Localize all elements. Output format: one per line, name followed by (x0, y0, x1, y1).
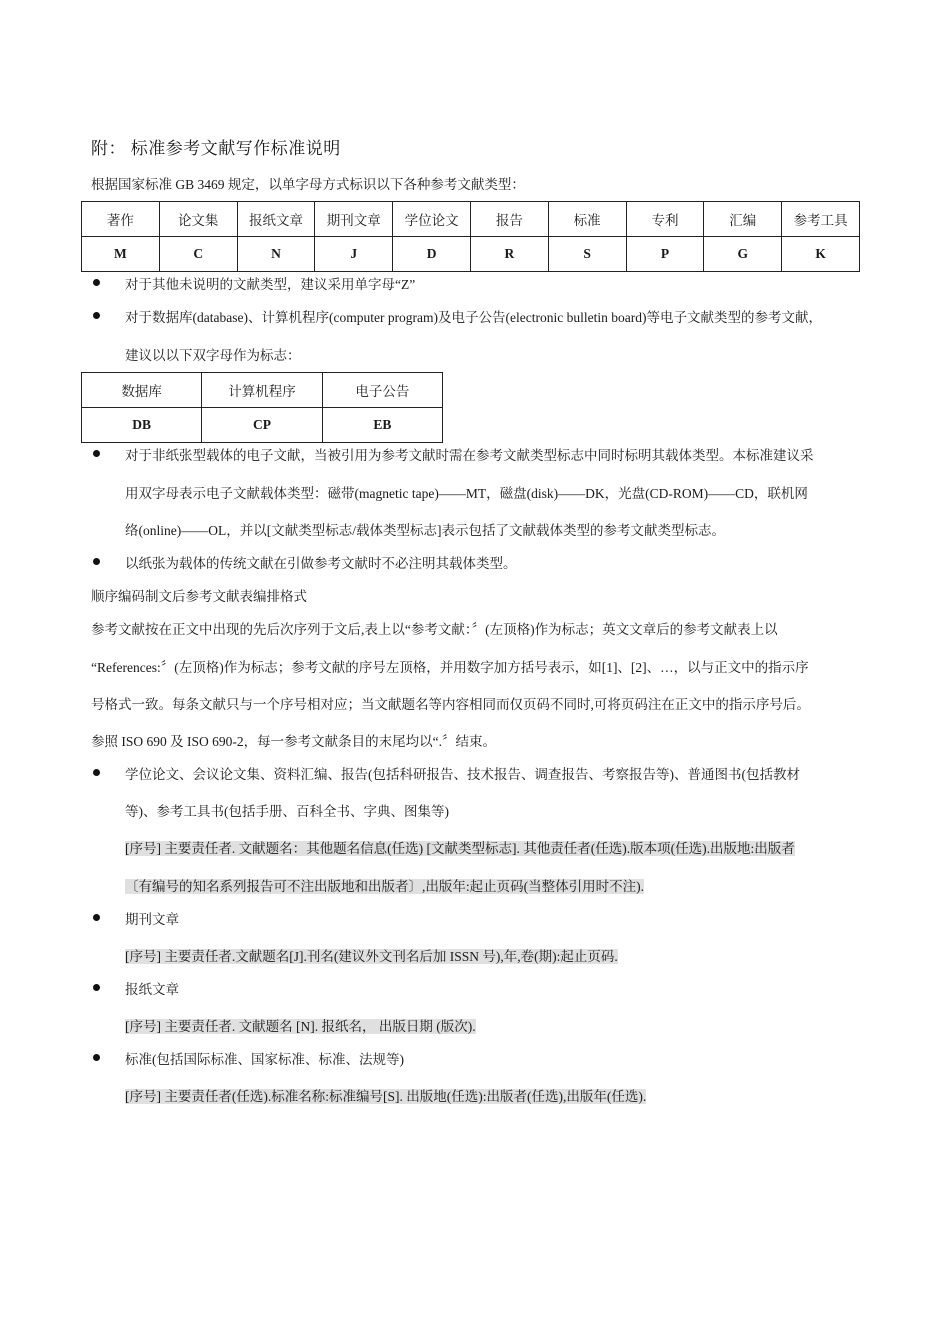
table-cell: S (548, 237, 626, 272)
table-cell: D (393, 237, 471, 272)
paragraph-line3: 号格式一致。每条文献只与一个序号相对应；当文献题名等内容相同而仅页码不同时,可将页码注在正文中的指示序号后。 (91, 697, 810, 712)
table-cell: 汇编 (704, 202, 782, 237)
format-label-line1: 学位论文、会议论文集、资料汇编、报告(包括科研报告、技术报告、调查报告、考察报告等)、普通图书(包括教材 (125, 767, 800, 782)
table-code-row (82, 237, 860, 272)
table-cell: C (159, 237, 237, 272)
bullet-db-line2: 建议以以下双字母作为标志： (125, 348, 301, 363)
table-cell: DB (82, 408, 202, 443)
table-cell: 计算机程序 (202, 373, 322, 408)
table-code-row (82, 408, 443, 443)
table-cell: EB (322, 408, 442, 443)
paragraph-line2: “References:〞(左顶格)作为标志；参考文献的序号左顶格，并用数字加方括号表示，如[1]、[2]、…，以与正文中的指示序 (91, 660, 809, 675)
format-template-line1: [序号] 主要责任者. 文献题名：其他题名信息(任选) [文献类型标志]. 其他责任者(任选).版本项(任选).出版地:出版者 (125, 841, 795, 856)
table-cell: 学位论文 (393, 202, 471, 237)
bullet-icon (93, 450, 100, 457)
format-label-journal: 期刊文章 (125, 912, 179, 927)
table-cell: R (470, 237, 548, 272)
table-header-row (82, 373, 443, 408)
format-label-line2: 等)、参考工具书(包括手册、百科全书、字典、图集等) (125, 804, 449, 819)
bullet-z-text: 对于其他未说明的文献类型，建议采用单字母“Z” (125, 277, 416, 292)
table-cell: 论文集 (159, 202, 237, 237)
bullet-icon (93, 312, 100, 319)
format-label-newspaper: 报纸文章 (125, 982, 179, 997)
table-cell: 标准 (548, 202, 626, 237)
paragraph-line4: 参照 ISO 690 及 ISO 690-2，每一参考文献条目的末尾均以“.〞结束。 (91, 734, 496, 749)
table-cell: 专利 (626, 202, 704, 237)
document-type-table (81, 201, 860, 272)
bullet-carrier-line2: 用双字母表示电子文献载体类型：磁带(magnetic tape)——MT，磁盘(disk)——DK，光盘(CD-ROM)——CD，联机网 (125, 486, 808, 501)
table-cell: 报纸文章 (237, 202, 315, 237)
table-cell: 数据库 (82, 373, 202, 408)
paragraph-line1: 参考文献按在正文中出现的先后次序列于文后,表上以“参考文献：〞(左顶格)作为标志；英文文章后的参考文献表上以 (91, 622, 778, 637)
bullet-icon (93, 769, 100, 776)
format-template-standard: [序号] 主要责任者(任选).标准名称:标准编号[S]. 出版地(任选):出版者(任选),出版年(任选). (125, 1089, 647, 1104)
table-cell: J (315, 237, 393, 272)
electronic-type-table (81, 372, 443, 443)
bullet-icon (93, 914, 100, 921)
table-cell: M (82, 237, 160, 272)
format-template-line2: 〔有编号的知名系列报告可不注出版地和出版者〕,出版年:起止页码(当整体引用时不注). (125, 879, 644, 894)
bullet-db-line1: 对于数据库(database)、计算机程序(computer program)及电子公告(electronic bulletin board)等电子文献类型的参考文献， (125, 310, 822, 325)
bullet-carrier-line1: 对于非纸张型载体的电子文献，当被引用为参考文献时需在参考文献类型标志中同时标明其载体类型。本标准建议采 (125, 448, 814, 463)
table-cell: CP (202, 408, 322, 443)
format-template-journal: [序号] 主要责任者.文献题名[J].刊名(建议外文刊名后加 ISSN 号),年,卷(期):起止页码. (125, 949, 618, 964)
bullet-paper-text: 以纸张为载体的传统文献在引做参考文献时不必注明其载体类型。 (125, 556, 517, 571)
table-cell: 参考工具 (782, 202, 860, 237)
table-cell: P (626, 237, 704, 272)
format-template-newspaper: [序号] 主要责任者. 文献题名 [N]. 报纸名， 出版日期 (版次). (125, 1019, 476, 1034)
table-header-row (82, 202, 860, 237)
table-cell: K (782, 237, 860, 272)
intro-text: 根据国家标准 GB 3469 规定，以单字母方式标识以下各种参考文献类型： (91, 177, 525, 192)
table-cell: 报告 (470, 202, 548, 237)
bullet-carrier-line3: 络(online)——OL，并以[文献类型标志/载体类型标志]表示包括了文献载体类型的参考文献类型标志。 (125, 523, 725, 538)
page-title: 附： 标准参考文献写作标准说明 (91, 139, 341, 158)
table-cell: 电子公告 (322, 373, 442, 408)
format-label-standard: 标准(包括国际标准、国家标准、标准、法规等) (125, 1052, 404, 1067)
section-heading: 顺序编码制文后参考文献表编排格式 (91, 589, 307, 604)
table-cell: 著作 (82, 202, 160, 237)
table-cell: G (704, 237, 782, 272)
table-cell: 期刊文章 (315, 202, 393, 237)
table-cell: N (237, 237, 315, 272)
bullet-icon (93, 1054, 100, 1061)
bullet-icon (93, 984, 100, 991)
bullet-icon (93, 558, 100, 565)
bullet-icon (93, 279, 100, 286)
